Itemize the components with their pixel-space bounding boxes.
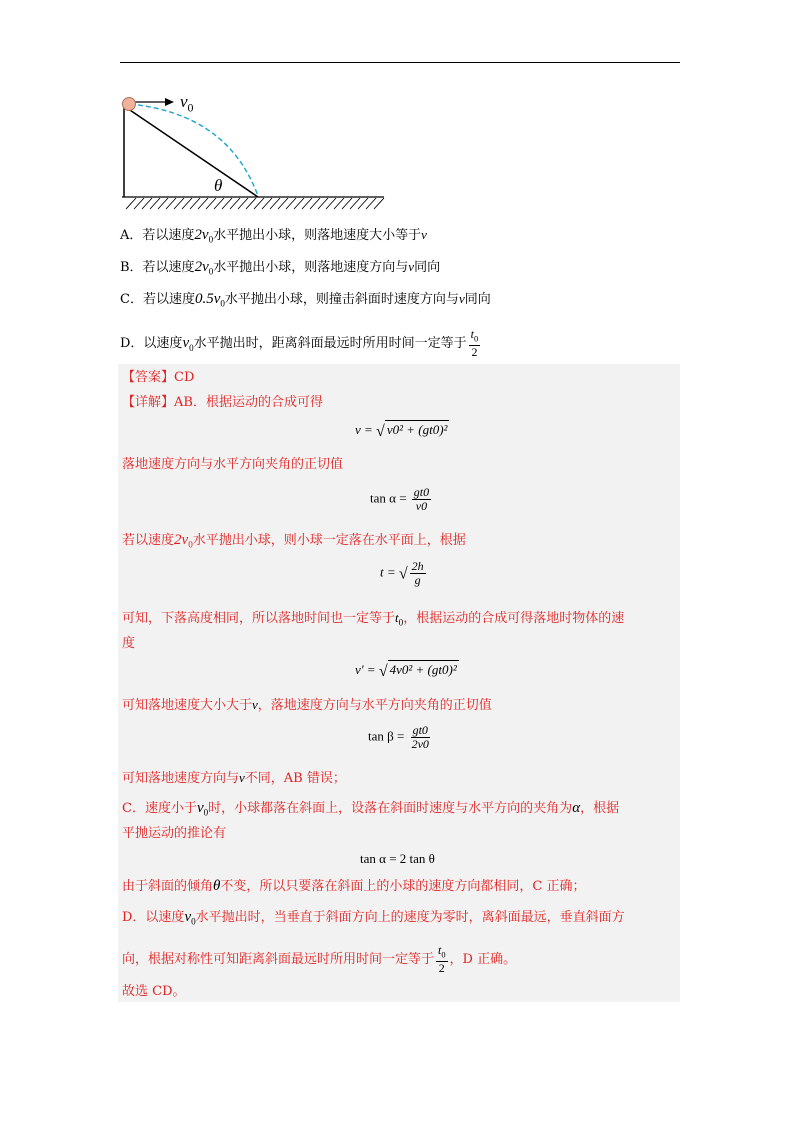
answer-label: 【答案】CD [122,370,195,385]
explain-line-8: 由于斜面的倾角θ不变，所以只要落在斜面上的小球的速度方向都相同，C 正确； [122,878,586,894]
ground-hatching [126,198,384,209]
header-rule [120,62,680,63]
option-d: D．以速度$v_0$水平抛出时，距离斜面最远时所用时间一定等于 $\frac{t_0}{2}$ [120,327,479,360]
explain-line-3: 可知，下落高度相同，所以落地时间也一定等于$t_0$，根据运动的合成可得落地时物体的速 [122,610,625,628]
equation-1: v = √ v0² + (gt0)² [355,422,448,440]
explain-line-2: 若以速度$2v_0$水平抛出小球，则小球一定落在水平面上，根据 [122,532,466,550]
ball [123,98,136,111]
explain-line-9: D．以速度$v_0$水平抛出时，当垂直于斜面方向上的速度为零时，离斜面最远，垂直斜面方 [122,909,625,927]
explain-line-4: 可知落地速度大小大于v，落地速度方向与水平方向夹角的正切值 [122,697,492,713]
equation-3: t = √ $\frac{2h}{g}$ [380,559,424,587]
trajectory-curve [130,104,258,196]
detail-label: 【详解】AB．根据运动的合成可得 [122,395,323,410]
explain-line-10: 向，根据对称性可知距离斜面最远时所用时间一定等于 $\frac{t_0}{2}$ ，D 正确。 [122,943,517,976]
explain-line-5: 可知落地速度方向与v不同，AB 错误； [122,770,346,786]
theta-label: θ [214,176,223,195]
option-b: B．若以速度$2v_0$水平抛出小球，则落地速度方向与v同向 [120,259,441,277]
incline-diagram [118,92,388,217]
explain-line-6: C．速度小于$v_0$时，小球都落在斜面上，设落在斜面时速度与水平方向的夹角为α，根据 [122,800,620,818]
equation-6: tan α = 2 tan θ [360,851,435,866]
equation-2: tan α = $\frac{gt0}{v0}$ [370,485,430,513]
option-c: C．若以速度$0.5v_0$水平抛出小球，则撞击斜面时速度方向与v同向 [120,291,491,309]
equation-4: v' = √ 4v0² + (gt0)² [355,662,457,680]
velocity-arrowhead [165,98,174,106]
explain-line-1: 落地速度方向与水平方向夹角的正切值 [122,457,344,472]
explain-line-3b: 度 [122,636,136,651]
projectile-figure [118,92,388,221]
incline-slope [124,106,258,197]
explain-line-7: 平抛运动的推论有 [122,826,227,841]
explain-line-11: 故选 CD。 [122,984,186,999]
option-a: A．若以速度$2v_0$水平抛出小球，则落地速度大小等于v [120,227,427,245]
equation-5: tan β = $\frac{gt0}{2v0}$ [368,723,429,751]
v0-label: $v_0$ [180,92,194,115]
